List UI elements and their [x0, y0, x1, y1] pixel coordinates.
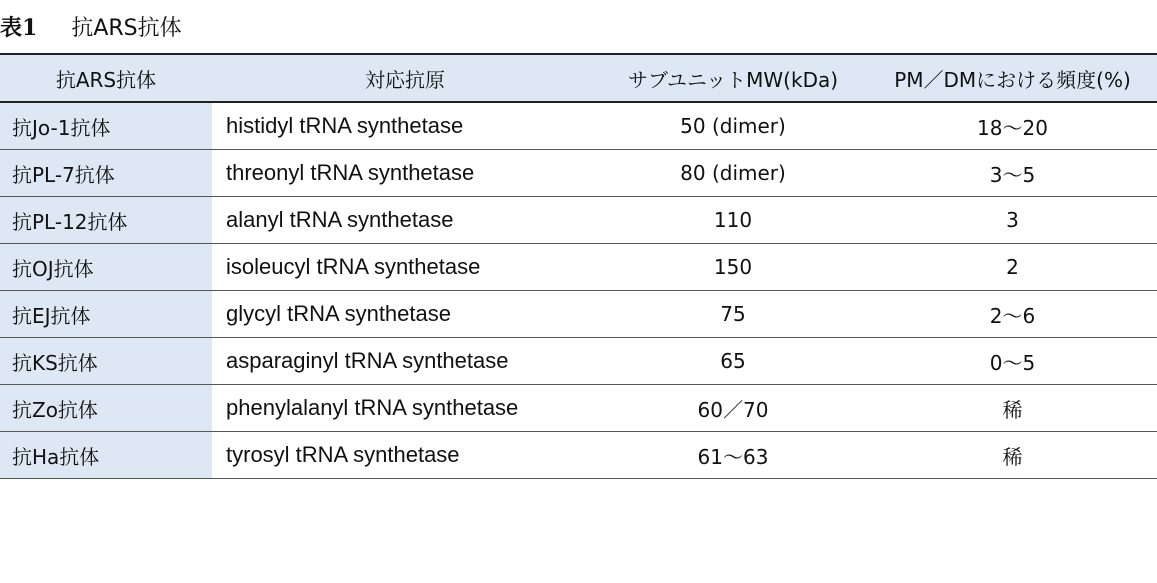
antibody-name: 抗Ha抗体 [0, 432, 212, 479]
subunit-mw: 60／70 [598, 385, 868, 432]
table-row [0, 291, 1157, 338]
header-frequency: PM／DMにおける頻度(%) [868, 54, 1157, 102]
table-header [0, 54, 1157, 102]
frequency: 2 [868, 244, 1157, 291]
frequency: 18～20 [868, 102, 1157, 150]
antigen: glycyl tRNA synthetase [212, 291, 598, 338]
antigen: isoleucyl tRNA synthetase [212, 244, 598, 291]
table-row [0, 197, 1157, 244]
subunit-mw: 65 [598, 338, 868, 385]
frequency: 3～5 [868, 150, 1157, 197]
subunit-mw: 80 (dimer) [598, 150, 868, 197]
header-antigen: 対応抗原 [212, 54, 598, 102]
subunit-mw: 150 [598, 244, 868, 291]
antigen: phenylalanyl tRNA synthetase [212, 385, 598, 432]
antibody-name: 抗KS抗体 [0, 338, 212, 385]
frequency: 稀 [868, 432, 1157, 479]
table-row [0, 432, 1157, 479]
subunit-mw: 61～63 [598, 432, 868, 479]
antigen: histidyl tRNA synthetase [212, 102, 598, 150]
table-title: 抗ARS抗体 [71, 15, 182, 41]
frequency: 3 [868, 197, 1157, 244]
table-caption [0, 8, 182, 44]
antigen: alanyl tRNA synthetase [212, 197, 598, 244]
subunit-mw: 110 [598, 197, 868, 244]
antibody-name: 抗Jo-1抗体 [0, 102, 212, 150]
antigen: threonyl tRNA synthetase [212, 150, 598, 197]
subunit-mw: 75 [598, 291, 868, 338]
frequency: 0～5 [868, 338, 1157, 385]
antigen: asparaginyl tRNA synthetase [212, 338, 598, 385]
antibody-name: 抗Zo抗体 [0, 385, 212, 432]
frequency: 2～6 [868, 291, 1157, 338]
table-row [0, 338, 1157, 385]
antibody-name: 抗PL-12抗体 [0, 197, 212, 244]
subunit-mw: 50 (dimer) [598, 102, 868, 150]
antibody-name: 抗OJ抗体 [0, 244, 212, 291]
table-body [0, 102, 1157, 479]
header-antibody: 抗ARS抗体 [0, 54, 212, 102]
ars-antibody-table [0, 53, 1157, 479]
table-row [0, 150, 1157, 197]
frequency: 稀 [868, 385, 1157, 432]
table-row [0, 385, 1157, 432]
antigen: tyrosyl tRNA synthetase [212, 432, 598, 479]
table-row [0, 102, 1157, 150]
antibody-name: 抗EJ抗体 [0, 291, 212, 338]
header-subunit-mw: サブユニットMW(kDa) [598, 54, 868, 102]
table-number: 表1 [0, 14, 38, 41]
antibody-name: 抗PL-7抗体 [0, 150, 212, 197]
table-row [0, 244, 1157, 291]
header-row [0, 54, 1157, 102]
